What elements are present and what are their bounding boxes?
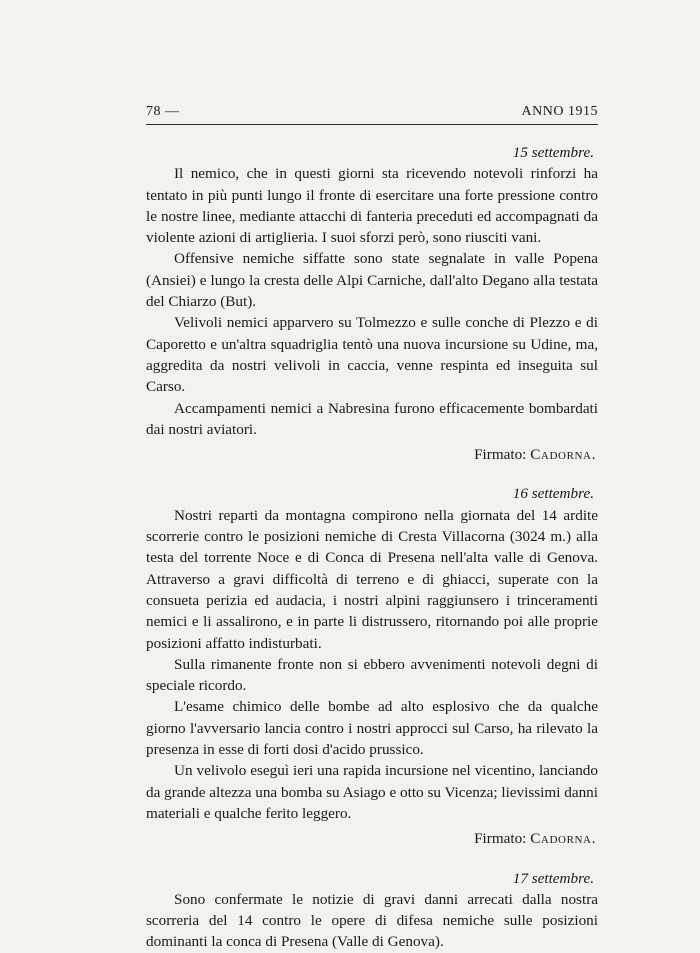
entry-date: 15 settembre. <box>512 144 594 161</box>
paragraph: Velivoli nemici apparvero su Tolmezzo e sulle conche di Plezzo e di Caporetto e un'altra squadriglia tentò una nuova incursione su Udine, ma, aggredita da nostri velivoli in caccia, venne respinta ed inseguita sul Carso. <box>146 314 598 396</box>
paragraph: Nostri reparti da montagna compirono nella giornata del 14 ardite scorrerie contro le posizioni nemiche di Cresta Villacorna (3024 m.) alla testa del torrente Noce e di Conca di Presena nell'alta valle di Genova. Attraverso a gravi difficoltà di terreno e di ghiacci, superate con la consueta perizia ed audacia, i nostri alpini raggiunsero i trinceramenti nemici e li assalirono, e in parte li distrussero, ritornando poi alle proprie posizioni affatto indisturbati. <box>146 506 598 652</box>
entry-date: 16 settembre. <box>512 485 594 503</box>
signature-name: Cadorna. <box>530 830 596 848</box>
signature <box>146 828 598 849</box>
paragraph: Accampamenti nemici a Nabresina furono efficacemente bombardati dai nostri aviatori. <box>146 399 598 438</box>
paragraph: Un velivolo eseguì ieri una rapida incursione nel vicentino, lanciando da grande altezza una bomba su Asiago e otto su Vicenza; lievissimi danni materiali e qualche ferito leggero. <box>146 762 598 822</box>
paragraph: Il nemico, che in questi giorni sta ricevendo notevoli rinforzi ha tentato in più punti lungo il fronte di esercitare una forte pressione contro le nostre linee, mediante attacchi di fanteria preceduti ed accompagnati da violente azioni di artiglieria. I suoi sforzi però, sono riusciti vani. <box>146 165 598 247</box>
signature-label: Firmato: <box>474 446 527 464</box>
signature-label: Firmato: <box>474 830 527 848</box>
paragraph: Offensive nemiche siffatte sono state segnalate in valle Popena (Ansiei) e lungo la cresta delle Alpi Carniche, dall'alto Degano alla testata del Chiarzo (But). <box>146 250 598 311</box>
signature <box>146 444 598 465</box>
signature-name: Cadorna. <box>530 446 596 464</box>
page-number: 78 — <box>146 104 180 119</box>
running-head: ANNO 1915 <box>521 104 598 119</box>
paragraph: Sono confermate le notizie di gravi danni arrecati dalla nostra scorreria del 14 contro le opere di difesa nemiche sulle posizioni dominanti la conca di Presena (Valle di Genova). <box>146 890 598 951</box>
body-text <box>146 142 598 953</box>
header-rule <box>146 124 598 125</box>
entry-date: 17 settembre. <box>512 869 594 887</box>
paragraph: L'esame chimico delle bombe ad alto esplosivo che da qualche giorno l'avversario lancia contro i nostri approcci sul Carso, ha rilevato la presenza in esse di forti dosi d'acido prussico. <box>146 698 598 759</box>
paragraph: Sulla rimanente fronte non si ebbero avvenimenti notevoli degni di speciale ricordo. <box>146 655 598 695</box>
